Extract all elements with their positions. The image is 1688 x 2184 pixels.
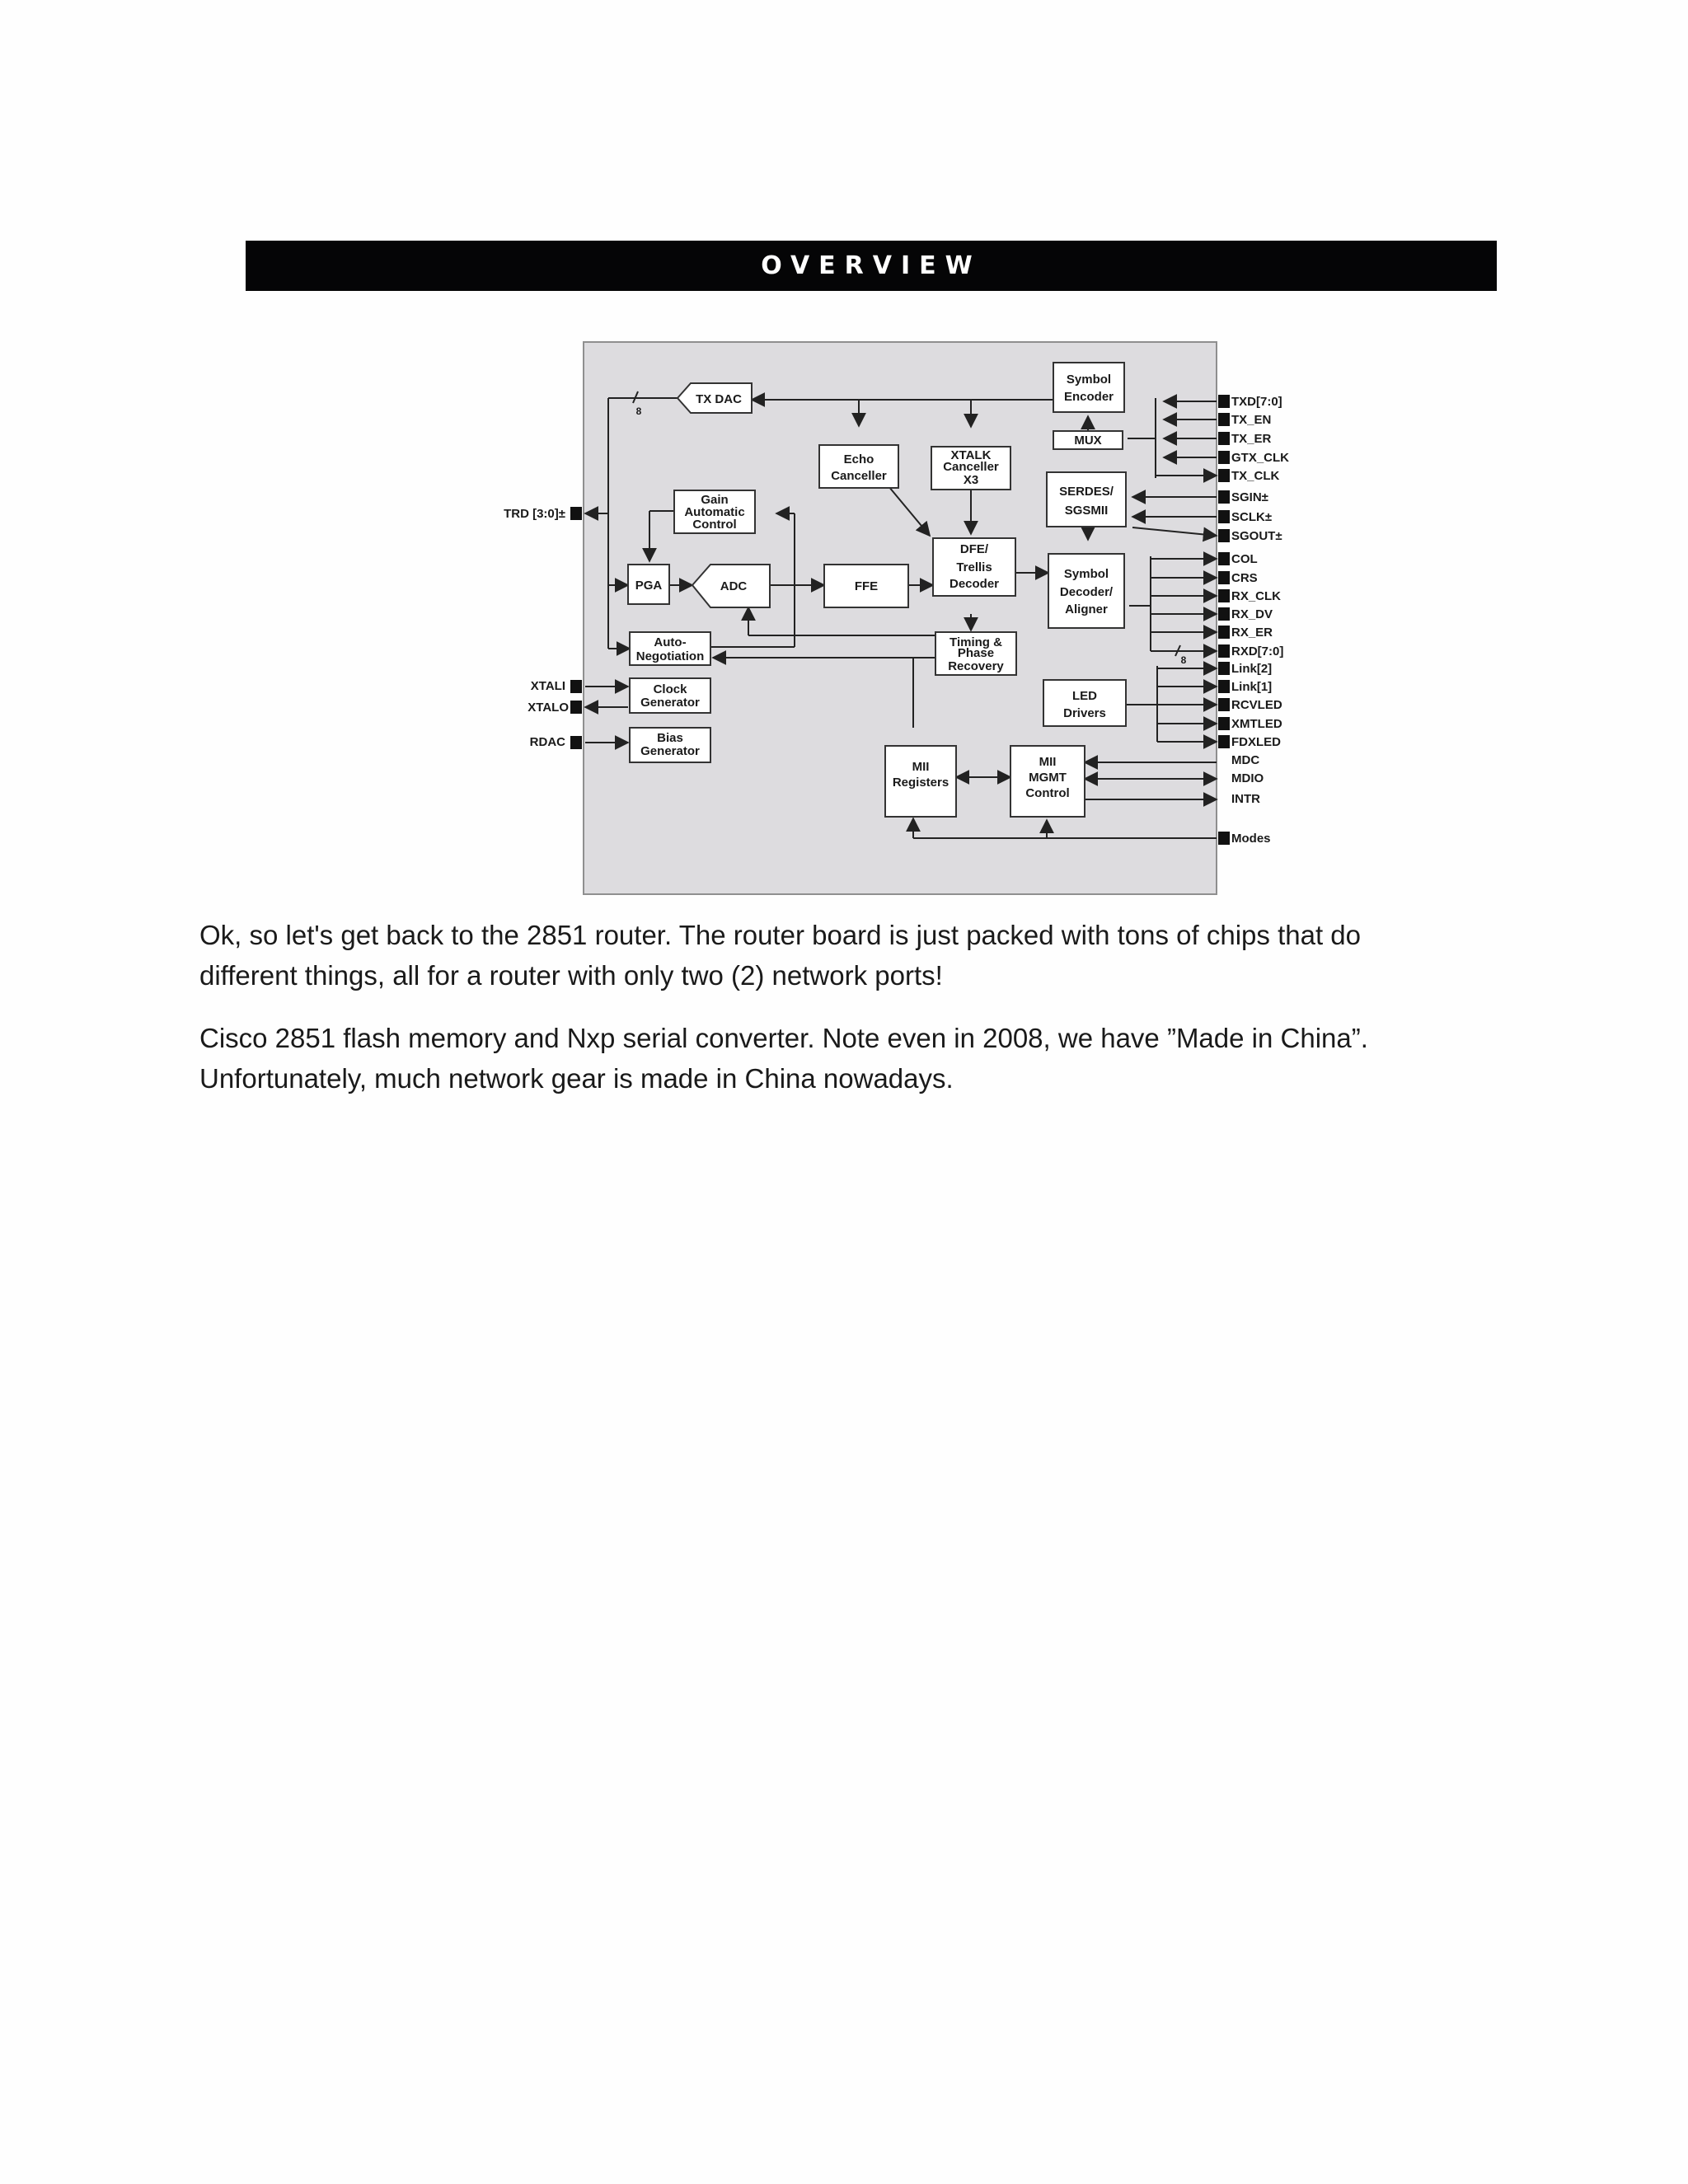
- svg-text:Auto-: Auto-: [654, 635, 687, 649]
- serdes-block: [1047, 472, 1126, 527]
- svg-text:SGSMII: SGSMII: [1064, 504, 1109, 518]
- svg-text:Control: Control: [692, 518, 737, 532]
- svg-text:Link[2]: Link[2]: [1231, 662, 1273, 676]
- svg-text:SGIN±: SGIN±: [1231, 490, 1268, 504]
- svg-text:8: 8: [635, 405, 642, 417]
- svg-text:Canceller: Canceller: [943, 460, 999, 474]
- xtali-pin-label: XTALI: [530, 679, 565, 693]
- svg-text:Registers: Registers: [892, 776, 950, 790]
- svg-text:ADC: ADC: [720, 579, 748, 593]
- svg-text:FFE: FFE: [854, 579, 879, 593]
- svg-text:SCLK±: SCLK±: [1231, 510, 1273, 524]
- svg-text:Control: Control: [1025, 786, 1070, 800]
- svg-text:MDIO: MDIO: [1231, 771, 1264, 785]
- trd-pin-label: TRD [3:0]±: [504, 507, 565, 521]
- overview-banner: [246, 241, 1497, 291]
- symbol-encoder-block: [1053, 363, 1124, 412]
- paragraph-router-board: Ok, so let's get back to the 2851 router. The router board is just packed with tons of chips that do different things, all for a router with only two (2) network ports!: [199, 920, 1361, 991]
- rdac-pin-label: RDAC: [529, 735, 565, 749]
- svg-text:Phase: Phase: [957, 646, 995, 660]
- svg-text:RX_ER: RX_ER: [1231, 626, 1273, 640]
- svg-text:RX_DV: RX_DV: [1231, 607, 1273, 621]
- svg-text:Negotiation: Negotiation: [635, 649, 705, 663]
- svg-text:Timing &: Timing &: [950, 635, 1002, 649]
- svg-text:RX_CLK: RX_CLK: [1231, 589, 1282, 603]
- svg-text:Encoder: Encoder: [1063, 390, 1114, 404]
- svg-text:TXD[7:0]: TXD[7:0]: [1231, 395, 1282, 409]
- svg-text:Canceller: Canceller: [831, 469, 887, 483]
- svg-text:Bias: Bias: [657, 731, 683, 745]
- svg-text:XMTLED: XMTLED: [1231, 717, 1282, 731]
- svg-text:Symbol: Symbol: [1063, 567, 1109, 581]
- svg-text:GTX_CLK: GTX_CLK: [1231, 451, 1290, 465]
- svg-text:Automatic: Automatic: [684, 505, 745, 519]
- svg-text:Modes: Modes: [1231, 832, 1271, 846]
- overview-title: OVERVIEW: [761, 251, 982, 280]
- svg-text:XTALK: XTALK: [950, 448, 992, 462]
- svg-text:SGOUT±: SGOUT±: [1231, 529, 1282, 543]
- svg-text:Aligner: Aligner: [1065, 602, 1108, 616]
- svg-text:MII: MII: [912, 760, 930, 774]
- svg-text:RXD[7:0]: RXD[7:0]: [1231, 644, 1284, 658]
- svg-text:Drivers: Drivers: [1063, 706, 1106, 720]
- svg-text:Symbol: Symbol: [1066, 373, 1112, 387]
- svg-text:Echo: Echo: [843, 452, 874, 466]
- paragraph-flash-memory: Cisco 2851 flash memory and Nxp serial converter. Note even in 2008, we have ”Made in China”. Unfortunately, much network gear is made in China nowadays.: [199, 1023, 1368, 1094]
- svg-text:TX_EN: TX_EN: [1231, 413, 1272, 427]
- svg-text:CRS: CRS: [1231, 571, 1258, 585]
- svg-text:Decoder/: Decoder/: [1059, 585, 1114, 599]
- svg-text:Clock: Clock: [653, 682, 687, 696]
- svg-text:COL: COL: [1231, 552, 1258, 566]
- svg-text:LED: LED: [1072, 689, 1097, 703]
- svg-text:Generator: Generator: [640, 696, 700, 710]
- svg-text:MDC: MDC: [1231, 753, 1260, 767]
- svg-text:MII: MII: [1039, 755, 1057, 769]
- svg-text:PGA: PGA: [635, 579, 663, 593]
- svg-text:FDXLED: FDXLED: [1231, 735, 1281, 749]
- svg-text:MUX: MUX: [1074, 434, 1102, 448]
- svg-text:X3: X3: [963, 473, 979, 487]
- svg-text:INTR: INTR: [1231, 792, 1260, 806]
- svg-text:SERDES/: SERDES/: [1059, 485, 1114, 499]
- svg-text:RCVLED: RCVLED: [1231, 698, 1282, 712]
- svg-text:TX_ER: TX_ER: [1231, 432, 1272, 446]
- svg-text:Decoder: Decoder: [949, 577, 1000, 591]
- svg-text:TX_CLK: TX_CLK: [1231, 469, 1280, 483]
- svg-text:Link[1]: Link[1]: [1231, 680, 1273, 694]
- phy-block-diagram: [486, 334, 1327, 902]
- xtalo-pin-label: XTALO: [528, 701, 569, 715]
- svg-text:DFE/: DFE/: [959, 542, 989, 556]
- svg-text:Generator: Generator: [640, 744, 700, 758]
- svg-text:MGMT: MGMT: [1029, 771, 1067, 785]
- svg-text:Recovery: Recovery: [948, 659, 1004, 673]
- tx-dac-label: TX DAC: [696, 392, 742, 406]
- svg-text:Trellis: Trellis: [956, 560, 992, 574]
- svg-text:Gain: Gain: [701, 493, 729, 507]
- svg-text:8: 8: [1180, 654, 1187, 666]
